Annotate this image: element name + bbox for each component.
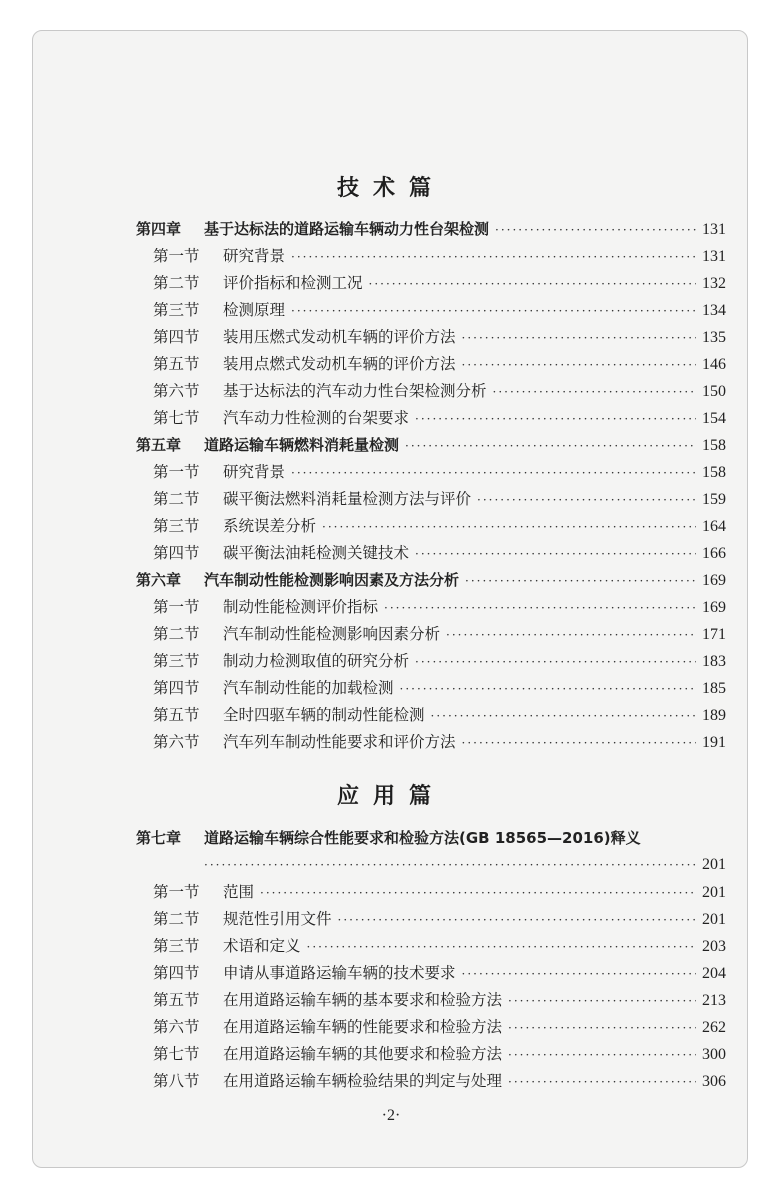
section-title: 碳平衡法燃料消耗量检测方法与评价: [223, 490, 472, 508]
leader-dots: [493, 380, 696, 404]
section-label: 第三节: [153, 937, 200, 955]
leader-dots: [462, 731, 696, 755]
section-label: 第一节: [153, 598, 200, 616]
toc-section[interactable]: [153, 676, 726, 700]
section-title: 范围: [223, 883, 255, 901]
toc-section[interactable]: [153, 988, 726, 1012]
chapter-label: 第五章: [136, 436, 182, 454]
leader-dots: [307, 935, 696, 959]
leader-dots: [291, 299, 696, 323]
toc-section[interactable]: [153, 1069, 726, 1093]
toc-page: [33, 31, 748, 1168]
toc-section[interactable]: [153, 325, 726, 349]
section-title: 在用道路运输车辆的其他要求和检验方法: [223, 1045, 503, 1063]
section-page: 131: [702, 248, 726, 265]
toc-section[interactable]: [153, 406, 726, 430]
chapter-label: 第七章: [136, 829, 182, 847]
toc-section[interactable]: [153, 622, 726, 646]
leader-dots: [508, 1016, 696, 1040]
toc-section[interactable]: [153, 244, 726, 268]
leader-dots: [462, 962, 696, 986]
toc-section[interactable]: [153, 595, 726, 619]
part-title-technical: 技术篇: [336, 176, 445, 201]
toc-section[interactable]: [153, 352, 726, 376]
leader-dots: [338, 908, 696, 932]
section-title: 在用道路运输车辆的基本要求和检验方法: [223, 991, 503, 1009]
section-label: 第四节: [153, 964, 200, 982]
section-title: 制动力检测取值的研究分析: [223, 652, 410, 670]
leader-dots: [260, 881, 696, 905]
section-page: 201: [702, 884, 726, 901]
section-page: 189: [702, 707, 726, 724]
section-page: 191: [702, 734, 726, 751]
section-title: 制动性能检测评价指标: [223, 598, 379, 616]
chapter-title: 道路运输车辆燃料消耗量检测: [204, 436, 400, 454]
section-label: 第七节: [153, 409, 200, 427]
leader-dots: [462, 353, 696, 377]
section-page: 203: [702, 938, 726, 955]
toc-section[interactable]: [153, 487, 726, 511]
section-page: 183: [702, 653, 726, 670]
leader-dots: [446, 623, 696, 647]
toc-section[interactable]: [153, 703, 726, 727]
section-page: 132: [702, 275, 726, 292]
section-page: 154: [702, 410, 726, 427]
section-label: 第二节: [153, 274, 200, 292]
leader-dots: [291, 245, 696, 269]
leader-dots: [477, 488, 696, 512]
section-label: 第六节: [153, 1018, 200, 1036]
leader-dots: [431, 704, 696, 728]
toc-section[interactable]: [153, 961, 726, 985]
toc-section[interactable]: [153, 907, 726, 931]
chapter-title: 道路运输车辆综合性能要求和检验方法(GB 18565—2016)释义: [204, 829, 641, 847]
section-page: 171: [702, 626, 726, 643]
leader-dots: [415, 407, 696, 431]
section-page: 306: [702, 1073, 726, 1090]
section-label: 第七节: [153, 1045, 200, 1063]
section-title: 研究背景: [223, 247, 286, 265]
section-label: 第五节: [153, 991, 200, 1009]
section-page: 134: [702, 302, 726, 319]
section-title: 装用点燃式发动机车辆的评价方法: [223, 355, 456, 373]
section-label: 第一节: [153, 463, 200, 481]
chapter-page: 201: [702, 856, 726, 873]
section-page: 158: [702, 464, 726, 481]
toc-section[interactable]: [153, 1015, 726, 1039]
toc-section[interactable]: [153, 880, 726, 904]
leader-dots: [384, 596, 696, 620]
toc-section[interactable]: [153, 1042, 726, 1066]
leader-dots: [405, 434, 696, 458]
section-title: 术语和定义: [223, 937, 301, 955]
section-page: 169: [702, 599, 726, 616]
toc-section[interactable]: [153, 541, 726, 565]
leader-dots: [462, 326, 696, 350]
chapter-title: 基于达标法的道路运输车辆动力性台架检测: [204, 220, 490, 238]
leader-dots: [291, 461, 696, 485]
page-number: ·2·: [381, 1107, 401, 1124]
section-label: 第六节: [153, 733, 200, 751]
section-title: 碳平衡法油耗检测关键技术: [223, 544, 410, 562]
leader-dots: [508, 989, 696, 1013]
leader-dots: [322, 515, 696, 539]
leader-dots: [400, 677, 696, 701]
section-title: 汽车制动性能的加载检测: [223, 679, 394, 697]
section-title: 申请从事道路运输车辆的技术要求: [223, 964, 456, 982]
toc-chapter[interactable]: [136, 433, 726, 457]
section-title: 系统误差分析: [223, 517, 317, 535]
toc-chapter[interactable]: [136, 217, 726, 241]
section-label: 第六节: [153, 382, 200, 400]
chapter-page: 158: [702, 437, 726, 454]
leader-dots: [415, 542, 696, 566]
leader-dots: [204, 853, 696, 877]
section-label: 第一节: [153, 883, 200, 901]
section-label: 第四节: [153, 544, 200, 562]
section-page: 213: [702, 992, 726, 1009]
section-label: 第二节: [153, 910, 200, 928]
toc-section[interactable]: [153, 298, 726, 322]
section-title: 基于达标法的汽车动力性台架检测分析: [223, 382, 487, 400]
section-label: 第五节: [153, 355, 200, 373]
toc-section[interactable]: [153, 271, 726, 295]
section-title: 在用道路运输车辆的性能要求和检验方法: [223, 1018, 503, 1036]
section-page: 262: [702, 1019, 726, 1036]
section-label: 第四节: [153, 328, 200, 346]
section-title: 汽车动力性检测的台架要求: [223, 409, 410, 427]
section-label: 第一节: [153, 247, 200, 265]
toc-section[interactable]: [153, 934, 726, 958]
section-label: 第三节: [153, 301, 200, 319]
page-frame: [32, 30, 748, 1168]
toc-section[interactable]: [153, 730, 726, 754]
section-title: 研究背景: [223, 463, 286, 481]
section-page: 300: [702, 1046, 726, 1063]
toc-section[interactable]: [153, 514, 726, 538]
section-title: 在用道路运输车辆检验结果的判定与处理: [223, 1072, 503, 1090]
section-title: 汽车列车制动性能要求和评价方法: [223, 733, 456, 751]
toc-chapter[interactable]: [136, 826, 726, 850]
leader-dots: [495, 218, 696, 242]
chapter-label: 第四章: [136, 220, 182, 238]
toc-section[interactable]: [153, 460, 726, 484]
chapter-label: 第六章: [136, 571, 182, 589]
section-page: 201: [702, 911, 726, 928]
section-page: 164: [702, 518, 726, 535]
section-label: 第四节: [153, 679, 200, 697]
part-title-application: 应用篇: [336, 784, 445, 809]
leader-dots: [508, 1070, 696, 1094]
section-page: 166: [702, 545, 726, 562]
toc-chapter[interactable]: [136, 568, 726, 592]
leader-dots: [508, 1043, 696, 1067]
section-label: 第二节: [153, 625, 200, 643]
leader-dots: [415, 650, 696, 674]
toc-chapter-continuation[interactable]: [204, 853, 726, 877]
section-label: 第二节: [153, 490, 200, 508]
section-title: 规范性引用文件: [223, 910, 332, 928]
section-page: 204: [702, 965, 726, 982]
section-title: 检测原理: [223, 301, 286, 319]
toc-section[interactable]: [153, 649, 726, 673]
section-label: 第三节: [153, 517, 200, 535]
chapter-title: 汽车制动性能检测影响因素及方法分析: [204, 571, 460, 589]
section-label: 第三节: [153, 652, 200, 670]
section-page: 185: [702, 680, 726, 697]
chapter-page: 131: [702, 221, 726, 238]
leader-dots: [369, 272, 696, 296]
section-title: 装用压燃式发动机车辆的评价方法: [223, 328, 456, 346]
section-page: 150: [702, 383, 726, 400]
chapter-page: 169: [702, 572, 726, 589]
section-page: 135: [702, 329, 726, 346]
section-label: 第五节: [153, 706, 200, 724]
section-title: 评价指标和检测工况: [223, 274, 363, 292]
section-label: 第八节: [153, 1072, 200, 1090]
leader-dots: [465, 569, 696, 593]
section-title: 汽车制动性能检测影响因素分析: [223, 625, 441, 643]
section-title: 全时四驱车辆的制动性能检测: [223, 706, 425, 724]
section-page: 146: [702, 356, 726, 373]
section-page: 159: [702, 491, 726, 508]
toc-section[interactable]: [153, 379, 726, 403]
